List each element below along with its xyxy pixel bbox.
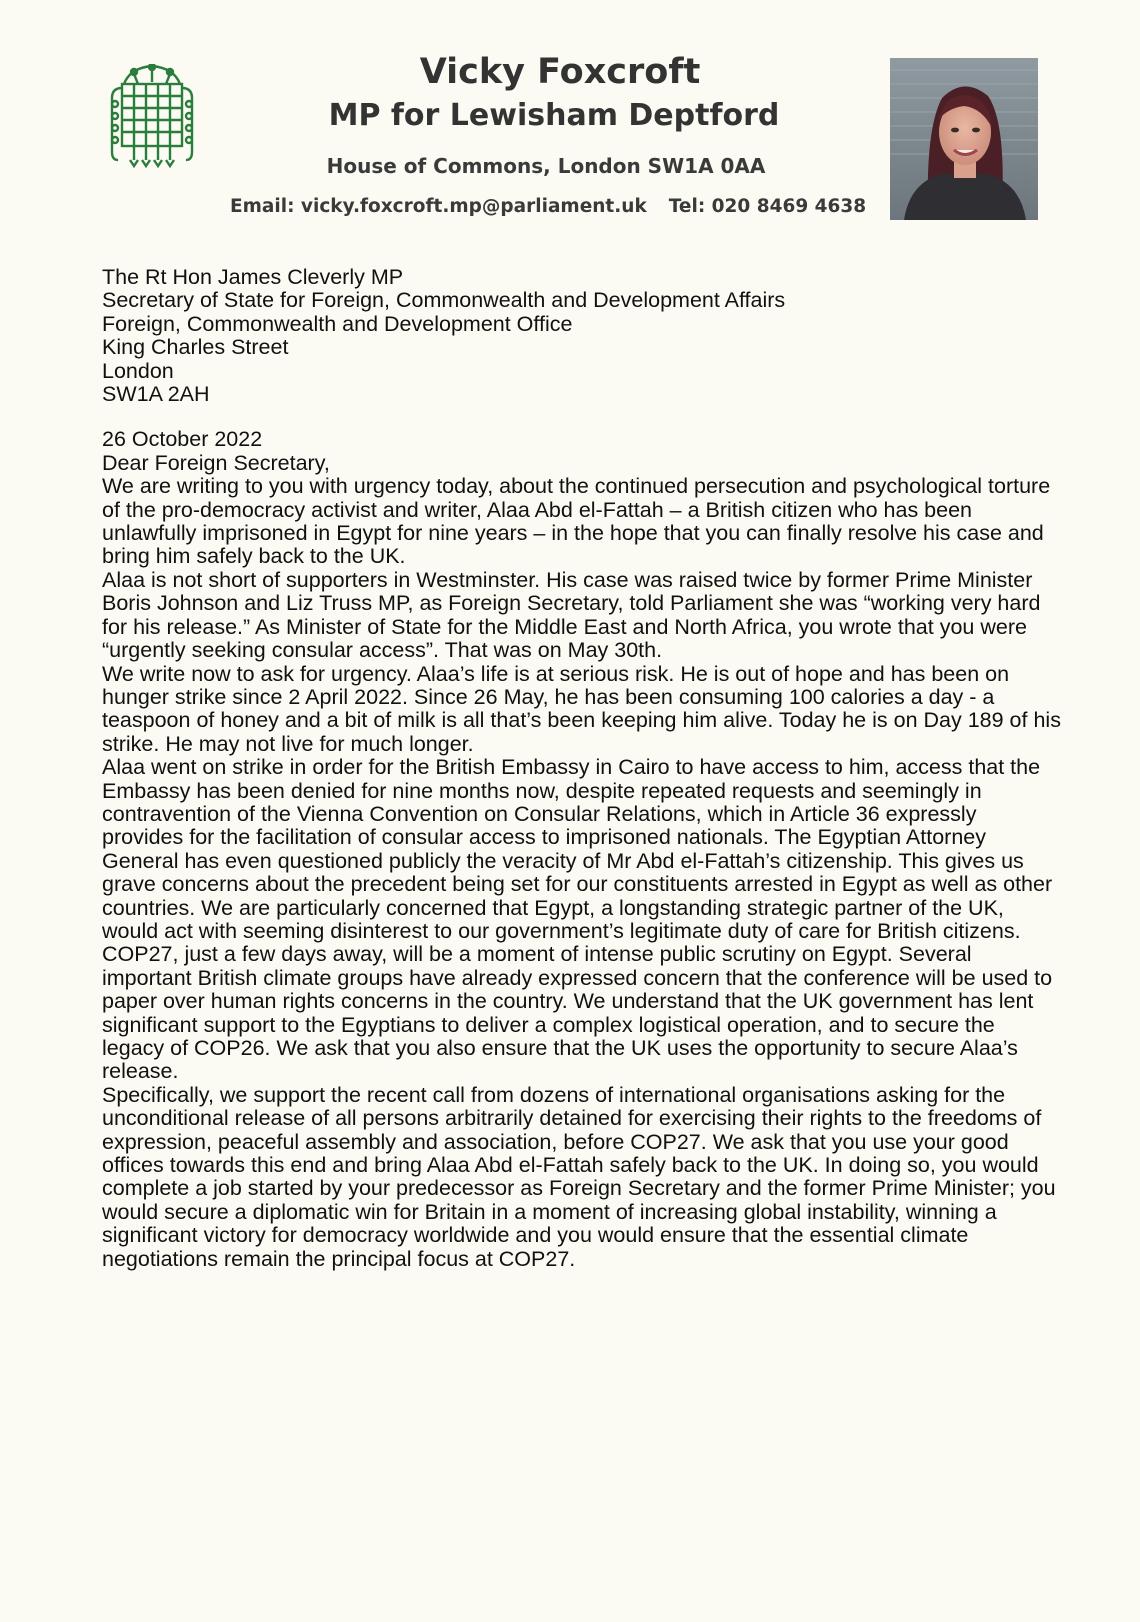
mp-address: House of Commons, London SW1A 0AA (326, 154, 766, 178)
mp-name: Vicky Foxcroft (419, 52, 701, 92)
mp-contact-line (230, 196, 866, 217)
recipient-line: Secretary of State for Foreign, Commonwealth and Development Affairs (102, 288, 786, 313)
recipient-address (102, 266, 1062, 406)
recipient-line: King Charles Street (102, 335, 289, 360)
body-paragraph: We are writing to you with urgency today, about the continued persecution and psychological torture of the pro-democracy activist and writer, Alaa Abd el-Fattah – a British citizen who has been unlawfully imprisoned in Egypt for nine years – in the hope that you can finally resolve his case and bring him safely back to the UK. (102, 474, 1051, 569)
letterhead (0, 0, 1140, 230)
recipient-line: SW1A 2AH (102, 382, 210, 407)
salutation: Dear Foreign Secretary, (102, 450, 330, 475)
body-paragraph: Alaa is not short of supporters in Westminster. His case was raised twice by former Prime Minister Boris Johnson and Liz Truss MP, as Foreign Secretary, told Parliament she was “working very hard for his release.” As Minister of State for the Middle East and North Africa, you wrote that you were “urgently seeking consular access”. That was on May 30th. (102, 567, 1041, 663)
body-paragraph: We write now to ask for urgency. Alaa’s life is at serious risk. He is out of hope and has been on hunger strike since 2 April 2022. Since 26 May, he has been consuming 100 calories a day - a teaspoon of honey and a bit of milk is all that’s been keeping him alive. Today he is on Day 189 of his strike. He may not live for much longer. (102, 661, 1061, 756)
mp-telephone: Tel: 020 8469 4638 (668, 196, 867, 217)
mp-portrait-photo (890, 58, 1038, 220)
mp-email: Email: vicky.foxcroft.mp@parliament.uk (230, 196, 647, 217)
letter-date: 26 October 2022 (102, 427, 263, 452)
body-paragraph: COP27, just a few days away, will be a moment of intense public scrutiny on Egypt. Several important British climate groups have already expressed concern that the conference will be used to paper over human rights concerns in the country. We understand that the UK government has lent significant support to the Egyptians to deliver a complex logistical operation, and to secure the legacy of COP26. We ask that you also ensure that the UK uses the opportunity to secure Alaa’s release. (102, 942, 1053, 1084)
mp-constituency: MP for Lewisham Deptford (328, 98, 780, 133)
recipient-line: London (102, 358, 174, 383)
recipient-line: The Rt Hon James Cleverly MP (102, 265, 404, 289)
recipient-line: Foreign, Commonwealth and Development Office (102, 311, 573, 336)
letter-body (102, 266, 1062, 1271)
body-paragraph: Specifically, we support the recent call from dozens of international organisations asking for the unconditional release of all persons arbitrarily detained for exercising their rights to the freedoms of expression, peaceful assembly and association, before COP27. We ask that you use your good offices towards this end and bring Alaa Abd el-Fattah safely back to the UK. In doing so, you would complete a job started by your predecessor as Foreign Secretary and the former Prime Minister; you would secure a diplomatic win for Britain in a moment of increasing global instability, winning a significant victory for democracy worldwide and you would ensure that the essential climate negotiations remain the principal focus at COP27. (102, 1082, 1056, 1271)
body-paragraph: Alaa went on strike in order for the British Embassy in Cairo to have access to him, access that the Embassy has been denied for nine months now, despite repeated requests and seemingly in contravention of the Vienna Convention on Consular Relations, which in Article 36 expressly provides for the facilitation of consular access to imprisoned nationals. The Egyptian Attorney General has even questioned publicly the veracity of Mr Abd el-Fattah’s citizenship. This gives us grave concerns about the precedent being set for our constituents arrested in Egypt as well as other countries. We are particularly concerned that Egypt, a longstanding strategic partner of the UK, would act with seeming disinterest to our government’s legitimate duty of care for British citizens. (102, 755, 1053, 943)
